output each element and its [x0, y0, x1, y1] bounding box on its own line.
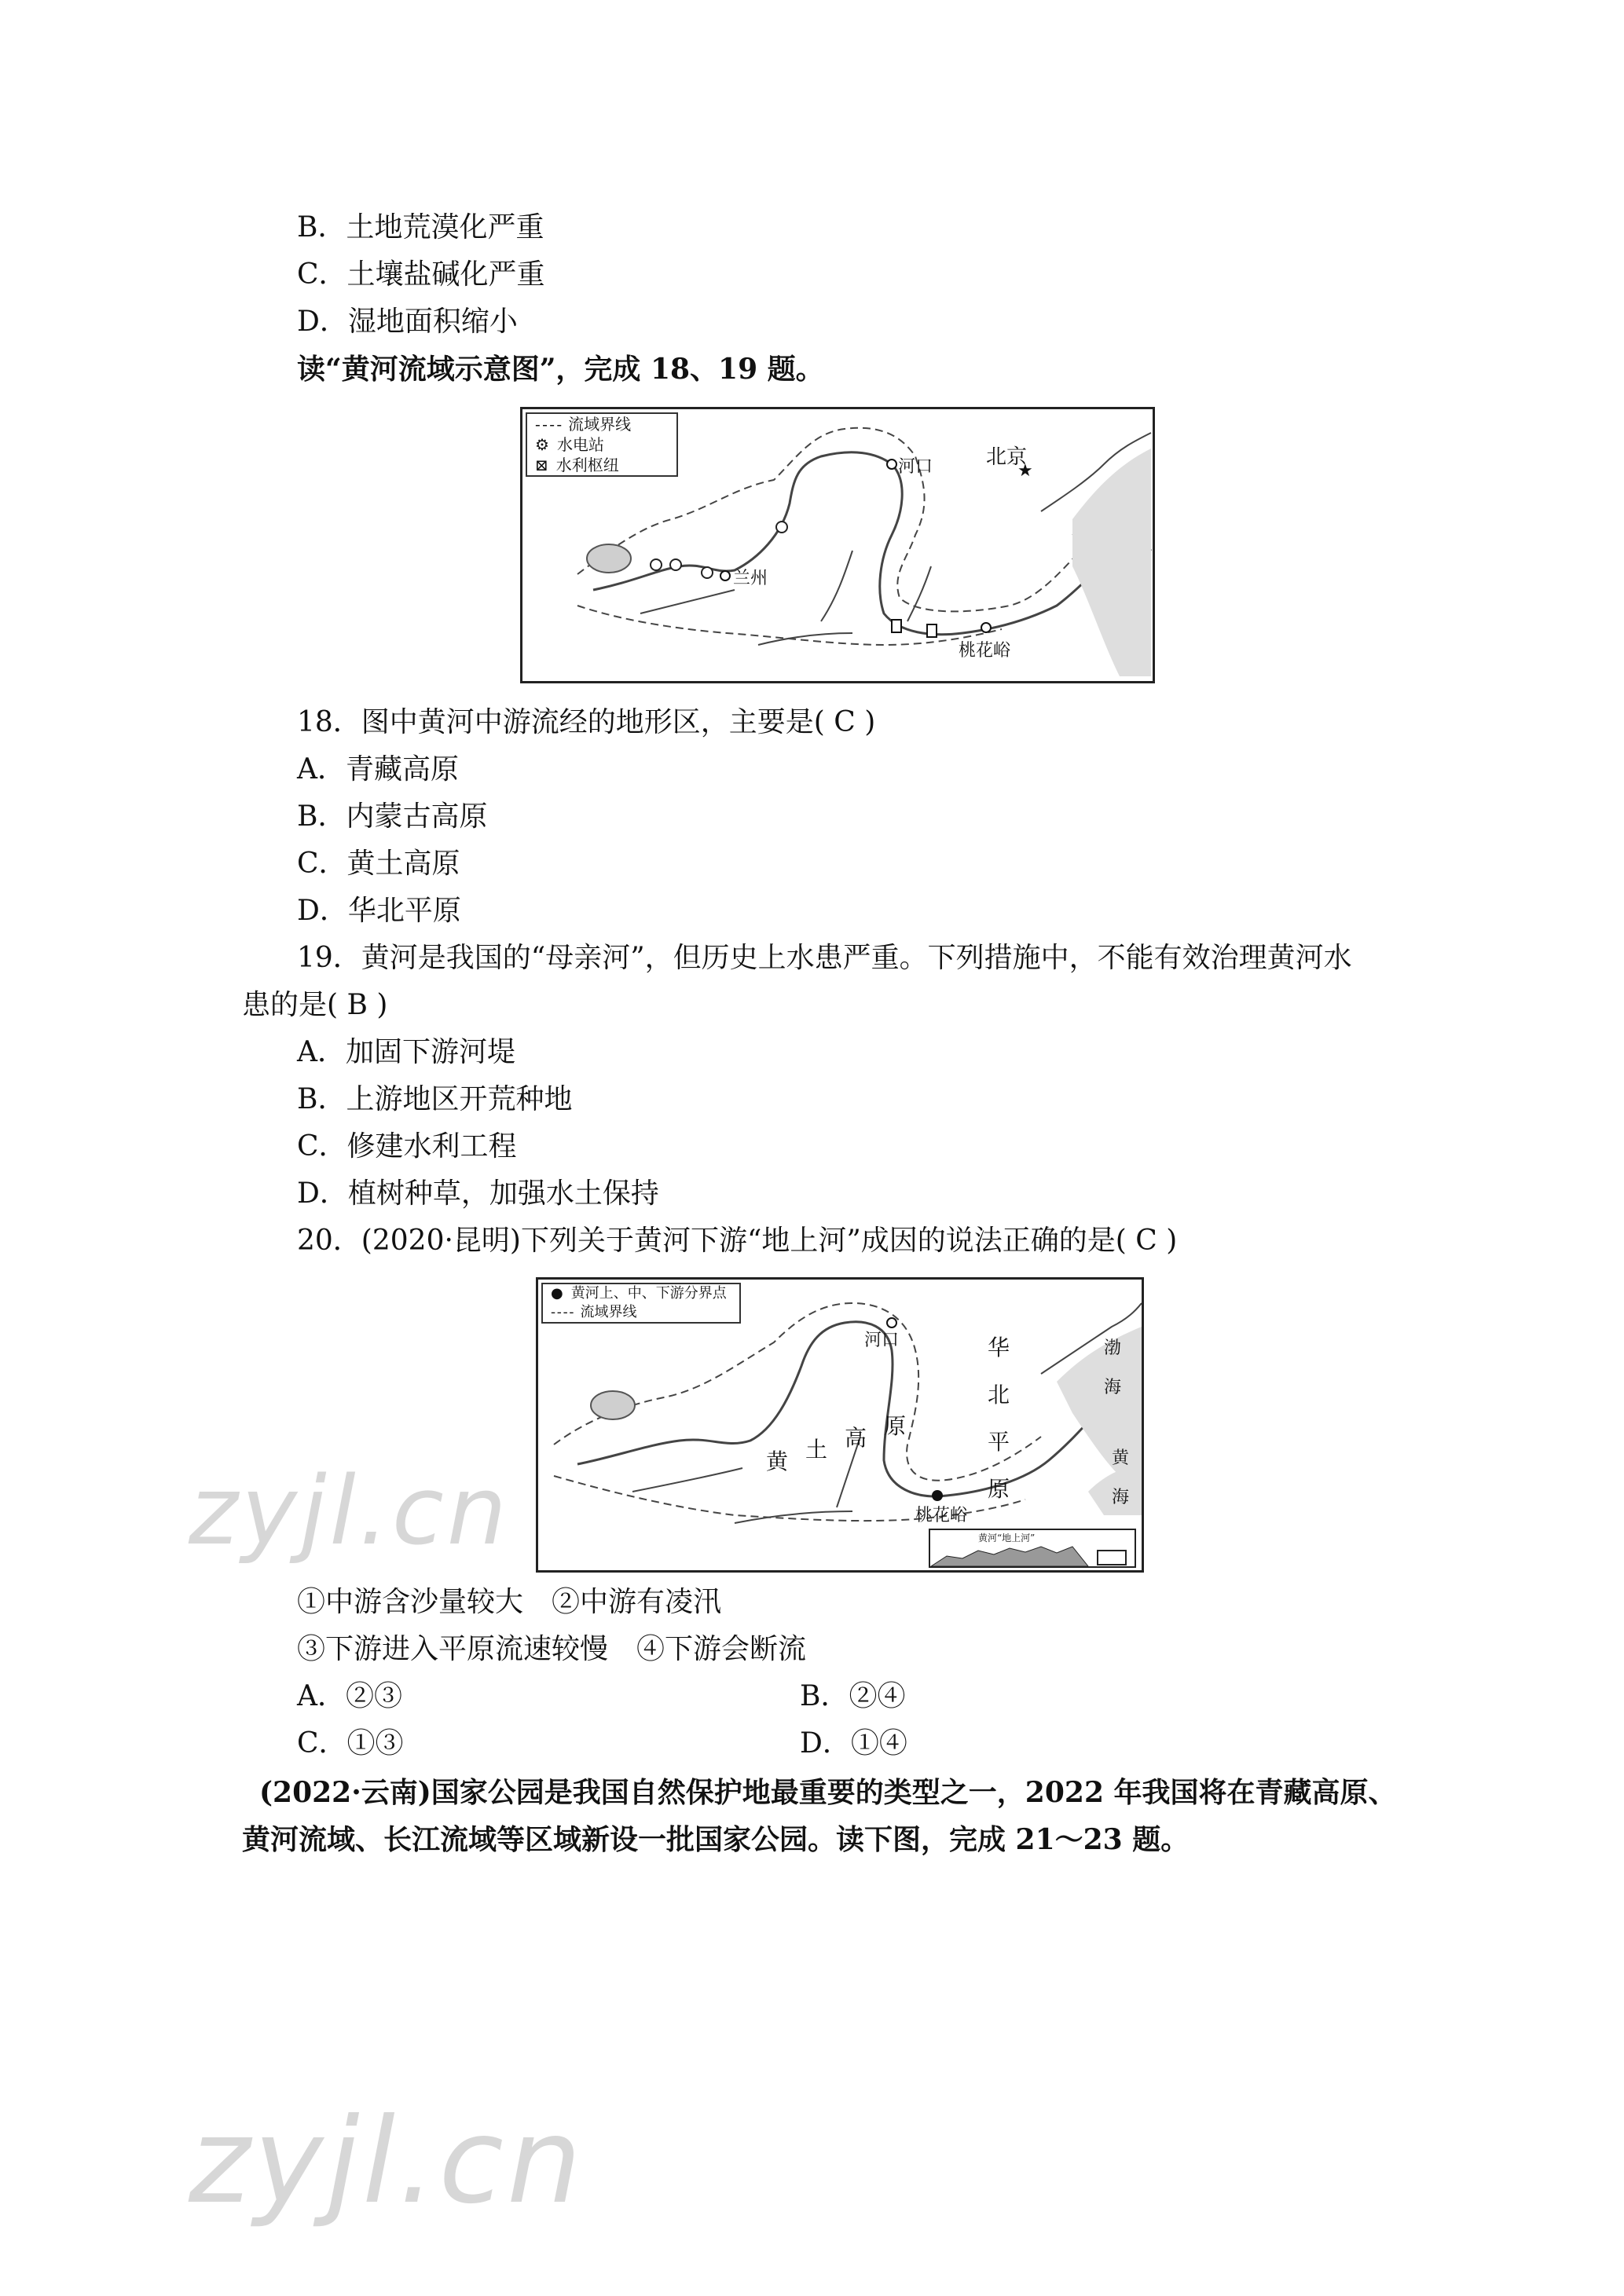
svg-text:★: ★ — [1017, 461, 1033, 481]
intro-21-23-line2: 黄河流域、长江流域等区域新设一批国家公园。读下图，完成 21～23 题。 — [242, 1823, 1190, 1856]
hydropower-icon: ⚙ — [535, 435, 549, 454]
dam-icon: ⊠ — [535, 456, 548, 474]
q18-stem: 18．图中黄河中游流经的地形区，主要是( C ) — [297, 706, 876, 738]
yellow-river-basin-map — [520, 407, 1155, 683]
label-loess-4: 原 — [884, 1413, 907, 1439]
q19-option-d: D．植树种草，加强水土保持 — [297, 1177, 659, 1210]
q20-option-b: B．②④ — [800, 1680, 906, 1712]
q19-option-a: A．加固下游河堤 — [297, 1036, 515, 1068]
label-hekou: 河口 — [898, 457, 933, 477]
label-plain-3: 平 — [988, 1429, 1010, 1455]
label-plain-1: 华 — [988, 1335, 1010, 1360]
intro-21-23-line1: (2022·云南)国家公园是我国自然保护地最重要的类型之一，2022 年我国将在青藏高原、 — [259, 1776, 1397, 1809]
q20-statements-line1: ①中游含沙量较大 ②中游有凌汛 — [297, 1586, 722, 1618]
label-taohuayu-2: 桃花峪 — [915, 1506, 968, 1525]
q18-option-d: D．华北平原 — [297, 895, 461, 927]
division-point-icon: ● — [551, 1285, 563, 1302]
legend-basin-boundary: - - - - 流域界线 — [535, 415, 632, 434]
label-plain-4: 原 — [988, 1476, 1010, 1502]
q20-stem: 20．(2020·昆明)下列关于黄河下游“地上河”成因的说法正确的是( C ) — [297, 1225, 1178, 1257]
label-yellowsea-1: 黄 — [1112, 1448, 1130, 1468]
legend-division-point: ● 黄河上、中、下游分界点 — [551, 1285, 727, 1302]
label-inset-title: 黄河“地上河” — [978, 1532, 1036, 1543]
q19-option-c: C．修建水利工程 — [297, 1130, 517, 1163]
option-d-top: D．湿地面积缩小 — [297, 306, 518, 338]
legend-basin-boundary-2: - - - - 流域界线 — [551, 1304, 637, 1320]
legend-hydropower: ⚙ 水电站 — [535, 435, 604, 454]
map2-legend — [541, 1283, 741, 1324]
label-bohai-1: 渤 — [1104, 1338, 1122, 1358]
legend-dam: ⊠ 水利枢纽 — [535, 456, 619, 474]
q18-option-a: A．青藏高原 — [297, 753, 459, 785]
option-c-top: C．土壤盐碱化严重 — [297, 258, 545, 291]
watermark-2: zyjl.cn — [189, 2093, 585, 2230]
label-taohuayu: 桃花峪 — [959, 641, 1011, 661]
q20-statements-line2: ③下游进入平原流速较慢 ④下游会断流 — [297, 1633, 807, 1665]
label-bohai-2: 海 — [1104, 1378, 1122, 1397]
q19-option-b: B．上游地区开荒种地 — [297, 1083, 573, 1115]
q18-option-b: B．内蒙古高原 — [297, 800, 488, 833]
label-yellowsea-2: 海 — [1112, 1488, 1130, 1507]
q19-stem-line2: 患的是( B ) — [242, 989, 388, 1021]
label-loess-1: 黄 — [766, 1448, 789, 1474]
q18-option-c: C．黄土高原 — [297, 848, 460, 880]
label-hekou-2: 河口 — [864, 1331, 900, 1350]
intro-18-19: 读“黄河流域示意图”，完成 18、19 题。 — [297, 353, 824, 386]
option-b-top: B．土地荒漠化严重 — [297, 211, 544, 244]
q20-option-d: D．①④ — [800, 1727, 907, 1760]
label-beijing: 北京 — [986, 445, 1028, 469]
q20-option-a: A．②③ — [297, 1680, 402, 1712]
map1-legend — [526, 412, 678, 477]
label-plain-2: 北 — [988, 1382, 1010, 1408]
label-loess-3: 高 — [845, 1425, 867, 1451]
q19-stem-line1: 19．黄河是我国的“母亲河”，但历史上水患严重。下列措施中，不能有效治理黄河水 — [297, 942, 1352, 974]
label-lanzhou: 兰州 — [733, 569, 768, 588]
q20-option-c: C．①③ — [297, 1727, 404, 1760]
label-loess-2: 土 — [805, 1437, 828, 1463]
above-ground-river-map — [536, 1277, 1144, 1573]
watermark-1: zyjl.cn — [189, 1457, 510, 1566]
